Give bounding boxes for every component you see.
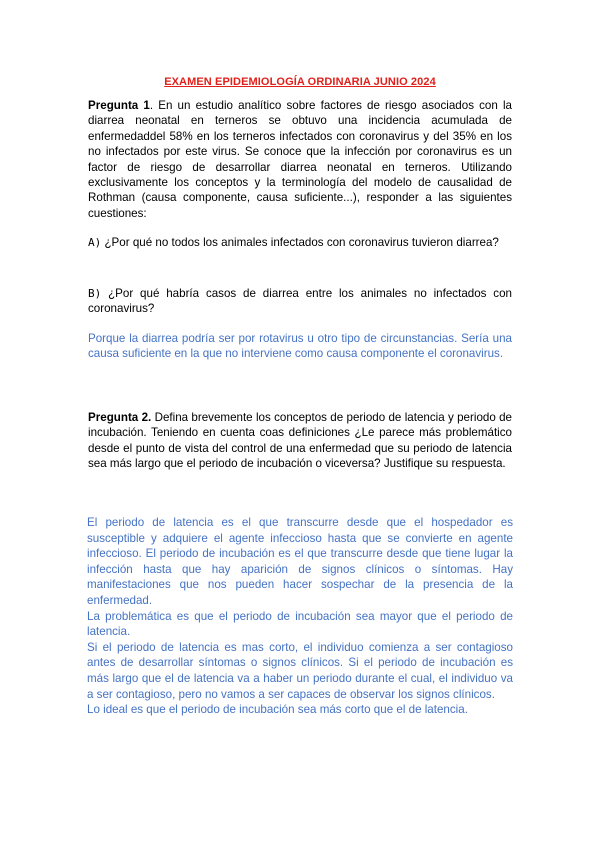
answer-2-paragraph: Lo ideal es que el periodo de incubación sea más corto que el de latencia. [87,703,468,717]
exam-title: EXAMEN EPIDEMIOLOGÍA ORDINARIA JUNIO 2024 [164,76,436,88]
answer-2-paragraph: La problemática es que el periodo de incubación sea mayor que el periodo de latencia. [87,609,513,639]
answer-2-paragraph: El periodo de latencia es el que transcurre desde que el hospedador es susceptible y adquiere el agente infeccioso hasta que se convierte en agente infeccioso. El periodo de incubación es el que transcurre desde que tiene lugar la infección hasta que hay aparición de signos clínicos o síntomas. Hay manifestaciones que nos pueden hacer sospechar de la presencia de la enfermedad. [87,516,513,607]
part-b-text: ¿Por qué habría casos de diarrea entre los animales no infectados con coronavirus? [88,287,512,316]
question-1 [88,98,512,221]
question-1-part-a [88,235,512,250]
answer-2-paragraph: Si el periodo de latencia es mas corto, el individuo comienza a ser contagioso antes de desarrollar síntomas o signos clínicos. Si el periodo de incubación es más largo que el de latencia va a haber un periodo durante el cual, el individuo va a ser contagioso, pero no vamos a ser capaces de observar los signos clínicos. [87,640,513,701]
part-b-label: B) [88,287,102,300]
question-2-label: Pregunta 2. [88,411,152,424]
part-a-text: ¿Por qué no todos los animales infectados con coronavirus tuvieron diarrea? [101,236,499,249]
answer-2 [87,515,513,718]
question-1-label: Pregunta 1 [88,99,150,112]
answer-1: Porque la diarrea podría ser por rotavirus u otro tipo de circunstancias. Sería una causa suficiente en la que no interviene como causa componente el coronavirus. [88,332,512,361]
part-a-label: A) [88,236,102,249]
question-2-text: Defina brevemente los conceptos de periodo de latencia y periodo de incubación. Teniendo en cuenta coas definiciones ¿Le parece más problemático desde el punto de vista del control de una enfermedad que su periodo de latencia sea más largo que el periodo de incubación o viceversa? Justifique su respuesta. [88,411,513,471]
question-1-part-b [88,286,512,317]
question-1-text: . En un estudio analítico sobre factores de riesgo asociados con la diarrea neonatal en terneros se obtuvo una incidencia acumulada de enfermedaddel 58% en los terneros infectados con coronavirus y del 35% en los no infectados por este virus. Se conoce que la infección por coronavirus es un factor de riesgo de desarrollar diarrea neonatal en terneros. Utilizando exclusivamente los conceptos y la terminología del modelo de causalidad de Rothman (causa componente, causa suficiente...), responder a las siguientes cuestiones: [88,99,513,220]
question-2 [88,410,512,472]
